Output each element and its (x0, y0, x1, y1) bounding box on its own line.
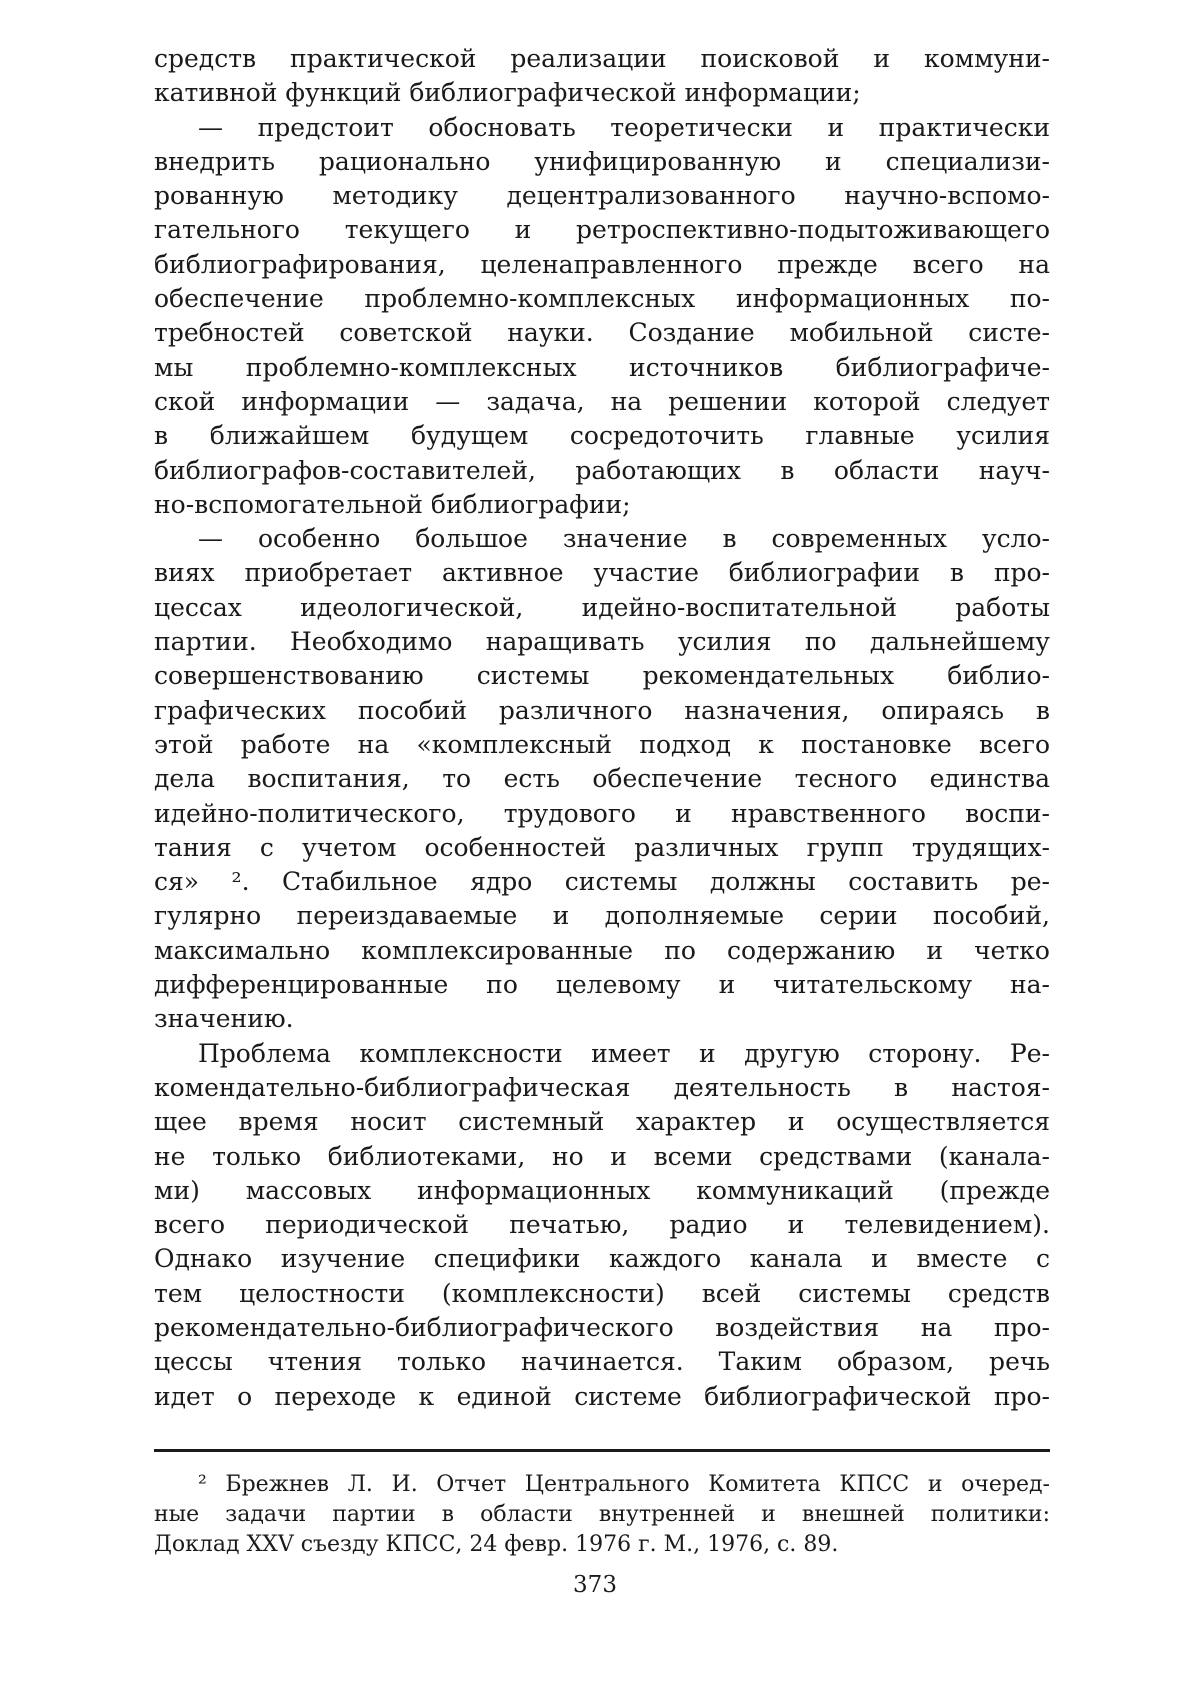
text-line: щее время носит системный характер и осуществляется (154, 1107, 1050, 1137)
text-line: внедрить рационально унифицированную и специализи- (154, 146, 1050, 176)
text-line: цессах идеологической, идейно-воспитательной работы (154, 592, 1050, 622)
text-line: комендательно-библиографическая деятельность в настоя- (154, 1072, 1050, 1102)
text-line: обеспечение проблемно-комплексных информационных по- (154, 284, 1050, 314)
text-line: библиографов-составителей, работающих в области науч- (154, 455, 1050, 485)
text-line: мы проблемно-комплексных источников библиографиче- (154, 352, 1050, 382)
footnote-separator-rule (154, 1449, 1050, 1452)
text-line: идет о переходе к единой системе библиографической про- (154, 1381, 1050, 1411)
text-line: ми) массовых информационных коммуникаций (прежде (154, 1175, 1050, 1205)
text-line: — особенно большое значение в современных усло- (198, 524, 1050, 554)
text-line: графических пособий различного назначения, опираясь в (154, 695, 1050, 725)
text-line: всего периодической печатью, радио и телевидением). (154, 1210, 1050, 1240)
page-number: 373 (573, 1572, 617, 1598)
text-line: ской информации — задача, на решении которой следует (154, 386, 1050, 416)
text-line: тем целостности (комплексности) всей системы средств (154, 1278, 1050, 1308)
text-line: значению. (154, 1004, 294, 1034)
text-line: Проблема комплексности имеет и другую сторону. Ре- (198, 1038, 1050, 1068)
text-line: тания с учетом особенностей различных групп трудящих- (154, 832, 1050, 862)
footnote-line: Доклад XXV съезду КПСС, 24 февр. 1976 г. М., 1976, с. 89. (154, 1532, 839, 1557)
text-line: дифференцированные по целевому и читательскому на- (154, 970, 1050, 1000)
text-line: средств практической реализации поисковой и коммуни- (154, 44, 1050, 73)
text-line: — предстоит обосновать теоретически и практически (198, 112, 1050, 142)
text-line: максимально комплексированные по содержанию и четко (154, 935, 1050, 965)
text-line: но-вспомогательной библиографии; (154, 489, 631, 519)
text-line: рованную методику децентрализованного научно-вспомо- (154, 181, 1050, 211)
text-line: Однако изучение специфики каждого канала и вместе с (154, 1244, 1050, 1274)
text-line: ся» ². Стабильное ядро системы должны составить ре- (154, 867, 1050, 897)
footnote-line: ные задачи партии в области внутренней и внешней политики: (154, 1502, 1050, 1527)
text-line: совершенствованию системы рекомендательных библио- (154, 661, 1050, 691)
text-line: партии. Необходимо наращивать усилия по дальнейшему (154, 627, 1050, 657)
text-line: не только библиотеками, но и всеми средствами (канала- (154, 1141, 1050, 1171)
text-line: библиографирования, целенаправленного прежде всего на (154, 249, 1050, 279)
text-line: требностей советской науки. Создание мобильной систе- (154, 318, 1050, 348)
text-line: в ближайшем будущем сосредоточить главные усилия (154, 421, 1050, 451)
text-line: идейно-политического, трудового и нравственного воспи- (154, 798, 1050, 828)
main-text-column (154, 42, 1050, 1414)
text-line: кативной функций библиографической информации; (154, 78, 861, 108)
text-line: гательного текущего и ретроспективно-подытоживающего (154, 215, 1050, 245)
text-line: этой работе на «комплексный подход к постановке всего (154, 729, 1050, 759)
text-line: гулярно переиздаваемые и дополняемые серии пособий, (154, 901, 1050, 931)
footnotes-block (154, 1470, 1050, 1560)
text-line: цессы чтения только начинается. Таким образом, речь (154, 1347, 1050, 1377)
text-line: виях приобретает активное участие библиографии в про- (154, 558, 1050, 588)
text-line: дела воспитания, то есть обеспечение тесного единства (154, 764, 1050, 794)
footnote-line: ² Брежнев Л. И. Отчет Центрального Комитета КПСС и очеред- (198, 1472, 1050, 1497)
text-line: рекомендательно-библиографического воздействия на про- (154, 1312, 1050, 1342)
